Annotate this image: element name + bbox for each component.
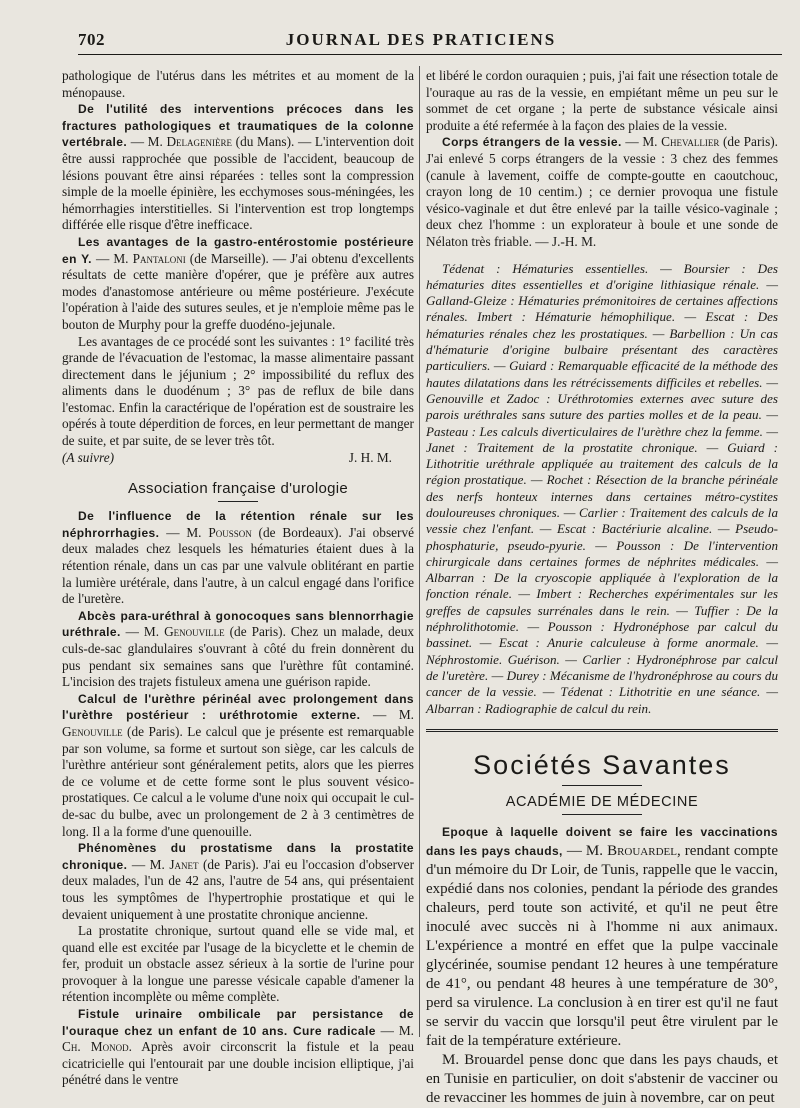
article-prostatisme: Phénomènes du prostatisme dans la prostatite chronique. — M. Janet (de Paris). J'ai eu l'occasion d'observer deux malades, l'un de 42 ans, l'autre de 54 ans, qui présentaient tous les symptômes de l'hypertrophie prostatique et qui le devaient uniquement à une prostatite chronique ancienne. xyxy=(62,841,414,922)
paragraph: M. Brouardel pense donc que dans les pays chauds, et en Tunisie en particulier, on doit s'abstenir de vacciner ou de revacciner les hommes de juin à novembre, car on peut xyxy=(426,1051,778,1106)
paragraph: et libéré le cordon ouraquien ; puis, j'ai fait une résection totale de l'ouraque au ras de la vessie, en empiétant même un peu sur le sommet de cet organe ; la perte de substance vésicale ainsi produite a été refermée à la façon des plaies de la vessie. xyxy=(426,68,778,133)
left-column xyxy=(62,68,415,1088)
article-vaccinations: Epoque à laquelle doivent se faire les vaccinations dans les pays chauds, — M. Brouardel, rendant compte d'un mémoire du Dr Loir, de Tunis, rappelle que le vaccin, expédié dans nos colonies, pendant la période des grandes chaleurs, perd toute son activité, et qu'il ne peut être inoculé avec succès ni à l'homme ni aux animaux. L'expérience a montré en effet que la pulpe vaccinale glycérinée, soumise pendant 12 heures à une température de 41°, ou pendant 48 heures à une température de 30°, perd sa virulence. La conclusion à en tirer est qu'il ne faut se servir du vaccin que lorsqu'il peut être virulent par le fait de la température extérieure. xyxy=(426,824,778,1049)
article-fractures: De l'utilité des interventions précoces dans les fractures pathologiques et traumatiques de la colonne vertébrale. — M. Delagenière (du Mans). — L'intervention doit être aussi rapprochée que possible de l'accident, beaucoup de lésions pouvant être ainsi réparées : telles sont la compression simple de la moelle épinière, les ecchymoses sous-méningées, les hémorrhagies interstitielles. Si l'intervention est trop longtemps différée elle risque d'être inefficace. xyxy=(62,102,414,233)
section-heading: Association française d'urologie xyxy=(127,480,349,498)
page-number: 702 xyxy=(78,30,105,49)
page-header xyxy=(60,30,782,54)
author-name: Pousson xyxy=(208,524,252,540)
section-banner: Sociétés Savantes xyxy=(473,749,731,780)
academie-content xyxy=(426,823,778,1108)
article-abces: Abcès para-uréthral à gonocoques sans blennorrhagie uréthrale. — M. Genouville (de Paris). Chez un malade, deux culs-de-sac glandulaires s'ouvrant à côté du frein donnèrent du pus pendant six semaines sans que l'urèthre fût contaminé. L'incision des trajets fistuleux amena une guérison rapide. xyxy=(62,608,415,690)
article-gastro: Les avantages de la gastro-entérostomie postérieure en Y. — M. Pantaloni (de Marseille). — J'ai obtenu d'excellents résultats de cette manière d'opérer, que je préfère aux autres modes d'anastomose antérieure ou même postérieure. J'exécute l'opération à l'aide des sutures seules, et je n'emploie même pas le bouton de Murphy pour la greffe duodéno-jejunale. xyxy=(62,234,414,332)
double-rule xyxy=(426,729,778,736)
paragraph: pathologique de l'utérus dans les métrites et au moment de la ménopause. xyxy=(62,68,414,100)
article-fistule: Fistule urinaire ombilicale par persistance de l'ouraque chez un enfant de 10 ans. Cure radicale — M. Ch. Monod. Après avoir circonscrit la fistule et la peau cicatricielle qui l'entourait par une double incision elliptique, j'ai pénétré dans le ventre xyxy=(62,1007,414,1088)
author-name: Ch. Monod xyxy=(62,1039,129,1055)
to-be-continued: (A suivre) xyxy=(62,449,115,465)
short-rule xyxy=(562,785,642,786)
article-title: Calcul de l'urèthre périnéal avec prolongement dans l'urèthre postérieur : uréthrotomie externe. xyxy=(62,691,414,723)
author-name: Janet xyxy=(169,856,199,872)
journal-title: JOURNAL DES PRATICIENS xyxy=(285,30,557,49)
article-title: De l'utilité des interventions précoces dans les fractures pathologiques et traumatiques de la colonne vertébrale. xyxy=(62,102,414,150)
paragraph: Les avantages de ce procédé sont les suivantes : 1° facilité très grande de l'évacuation de l'estomac, la masse alimentaire passant directement dans le jéjunium ; 2° impossibilité du reflux des aliments dans le duodénum ; 3° pas de reflux de bile dans l'estomac. Enfin la caractérique de l'opération est de soustraire les opérés à toute déperdition de forces, en leur permettant de manger de suite, et par suite, de se lever très tôt. xyxy=(62,333,414,449)
author-name: Pantaloni xyxy=(132,250,186,266)
article-title: Phénomènes du prostatisme dans la prostatite chronique. xyxy=(62,841,414,872)
article-retention: De l'influence de la rétention rénale sur les néphrorrhagies. — M. Pousson (de Bordeaux). J'ai observé deux malades chez lesquels les hématuries étaient dues à la rétention rénale, dans un cas par une valvule oblitérant en partie la lumière urétérale, dans l'autre, à un calcul engagé dans l'orifice de l'uretère. xyxy=(62,509,414,607)
right-column xyxy=(426,68,778,1106)
article-title: Epoque à laquelle doivent se faire les vaccinations dans les pays chauds, xyxy=(426,824,778,858)
author-name: Delagenière xyxy=(166,134,233,150)
signature: J. H. M. xyxy=(348,449,392,465)
author-name: Genouville xyxy=(62,723,123,739)
short-rule xyxy=(218,501,258,502)
article-title: De l'influence de la rétention rénale sur les néphrorrhagies. xyxy=(62,509,414,540)
article-corps-etrangers: Corps étrangers de la vessie. — M. Chevallier (de Paris). J'ai enlevé 5 corps étrangers de la vessie : 3 chez des femmes (canule à lavement, coiffe de compte-goutte en caoutchouc, crayon long de 10 centim.) ; ce dernier provoqua une fistule vésico-vaginale et dut être enlevé par la taille vésico-vaginale ; deux chez l'homme : un explorateur à boule et une sonde de Nélaton très friable. — J.-H. M. xyxy=(426,134,778,249)
continuation-line xyxy=(62,450,414,467)
column-divider xyxy=(419,66,420,1037)
author-name: Brouardel xyxy=(607,842,677,859)
bibliography-list xyxy=(426,261,778,717)
article-title: Les avantages de la gastro-entérostomie postérieure en Y. xyxy=(62,234,414,266)
article-title: Corps étrangers de la vessie. xyxy=(442,135,622,150)
article-title: Abcès para-uréthral à gonocoques sans blennorrhagie uréthrale. xyxy=(62,608,414,640)
short-rule xyxy=(562,814,642,815)
article-title: Fistule urinaire ombilicale par persistance de l'ouraque chez un enfant de 10 ans. Cure radicale xyxy=(62,1007,414,1038)
bibliography-entry: Tédenat : Hématuries essentielles. — Boursier : Des hématuries dites essentielles et d'origine lithiasique rénale. — Galland-Gleize : Hématuries prémonitoires de certaines affections rénales. Imbert : Hématurie hémophilique. — Escat : Des hématuries rénales chez les prostatiques. — Barbellion : Un cas d'hématurie d'origine bulbaire présentant des caractères particuliers. — Guiard : Remarquable efficacité de la méthode des hautes dilatations dans les rétrécissements difficiles et rebelles. — Genouville et Zadoc : Uréthrotomies externes avec suture des parois uréthrales sans suture des parties molles et de la peau. — Pasteau : Les calculs diverticulaires de l'urèthre chez la femme. — Janet : Traitement de la prostatite chronique. — Guiard : Lithotritie uréthrale appliquée au traitement des calculs de la région prostatique. — Rochet : Résection de la branche périnéale des nerfs honteux internes dans certaines métro-cystites douloureuses chroniques. — Carlier : Traitement des calculs de la vessie chez l'enfant. — Escat : Bactériurie alcaline. — Pseudo-phosphaturie, pseudo-pyurie. — Pousson : De l'intervention chirurgicale dans certaines formes de néphrites médicales. — Albarran : De la cryoscopie appliquée à l'exploration de la fonction rénale. — Imbert : Recherches expérimentales sur les greffes de capsules surrénales dans le rein. — Tuffier : De la néphrolithotomie. — Pousson : Hydronéphose par calcul du bassinet. — Escat : Anurie calculeuse à forme anormale. — Néphrostomie. Guérison. — Carlier : Hydronéphrose par calcul de l'uretère. — Durey : Mécanisme de l'hydronéphrose au cours du cancer de la vessie. — Tédenat : Lithotritie en une séance. — Albarran : Radiographie de calcul du rein. xyxy=(426,260,778,716)
header-rule xyxy=(78,54,782,55)
subsection-heading: ACADÉMIE DE MÉDECINE xyxy=(505,793,699,810)
article-calcul: Calcul de l'urèthre périnéal avec prolongement dans l'urèthre postérieur : uréthrotomie externe. — M. Genouville (de Paris). Le calcul que je présente est remarquable par son volume, sa forme et surtout son siège, car les calculs de l'urèthre antérieur sont généralement petits, alors que les pierres de ce volume et de cette forme sont le plus souvent vésico-prostatiques. Ce calcul a le volume d'une noix qui occupait le cul-de-sac du bulbe, avec un prolongement de 2 à 3 centimètres de long. Il a la forme d'une quenouille. xyxy=(62,691,414,839)
author-name: Genouville xyxy=(164,624,225,640)
author-name: Chevallier xyxy=(661,134,720,150)
paragraph: La prostatite chronique, surtout quand elle se vide mal, et quand elle est excitée par l'usage de la bicyclette et le chemin de fer, produit un obstacle assez sérieux à la sortie de l'urine pour provoquer à la longue une paresse vésicale capable d'amener la rétention incomplète ou même complète. xyxy=(62,923,414,1005)
